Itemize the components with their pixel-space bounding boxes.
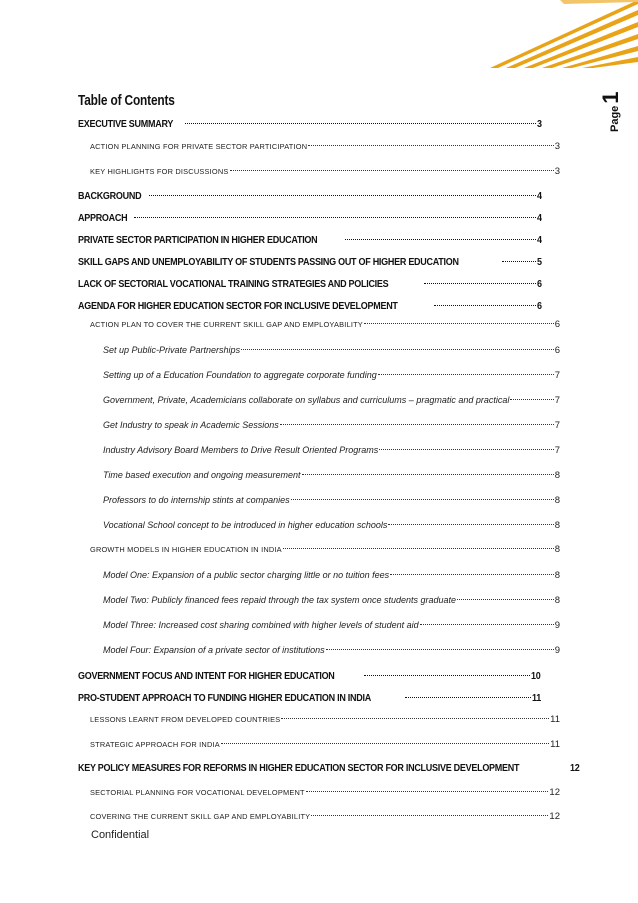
toc-entry-title: ACTION PLANNING FOR PRIVATE SECTOR PARTICIPATION (90, 142, 308, 151)
toc-entry-page-number: 7 (554, 395, 560, 406)
dot-leader (306, 791, 549, 792)
dot-leader (405, 697, 532, 698)
toc-entry-title: STRATEGIC APPROACH FOR INDIA (90, 740, 220, 749)
toc-entry-page-number: 6 (554, 345, 560, 356)
dot-leader (424, 283, 536, 284)
toc-entry-title: Model Three: Increased cost sharing combined with higher levels of student aid (103, 620, 419, 630)
toc-entry[interactable] (103, 368, 560, 382)
dot-leader (134, 217, 536, 218)
toc-entry-page-number: 11 (550, 739, 560, 750)
toc-entry[interactable] (103, 493, 560, 507)
dot-leader (390, 574, 554, 575)
toc-entry[interactable] (78, 190, 542, 204)
toc-entry-title: COVERING THE CURRENT SKILL GAP AND EMPLOYABILITY (90, 812, 311, 821)
toc-entry-title: Set up Public-Private Partnerships (103, 345, 241, 355)
dot-leader (283, 548, 554, 549)
confidential-footer: Confidential (91, 829, 150, 841)
toc-entry-title: Model One: Expansion of a public sector charging little or no tuition fees (103, 570, 390, 580)
dot-leader (326, 649, 554, 650)
toc-entry-page-number: 6 (554, 319, 560, 330)
toc-entry[interactable] (78, 692, 542, 706)
toc-entry-page-number: 6 (536, 301, 542, 312)
toc-entry[interactable] (103, 468, 560, 482)
toc-entry-title: LACK OF SECTORIAL VOCATIONAL TRAINING STRATEGIES AND POLICIES (78, 279, 389, 290)
toc-entry[interactable] (103, 518, 560, 532)
page-number-label (598, 86, 622, 132)
toc-entry-title: Professors to do internship stints at companies (103, 495, 290, 505)
toc-entry-title: APPROACH (78, 213, 128, 224)
dot-leader (510, 399, 553, 400)
toc-entry[interactable] (90, 543, 560, 557)
toc-entry-page-number: 11 (532, 693, 542, 704)
dot-leader (280, 424, 554, 425)
toc-entry-page-number: 7 (554, 420, 560, 431)
dot-leader (420, 624, 554, 625)
toc-entry[interactable] (103, 593, 560, 607)
toc-entry[interactable] (78, 212, 542, 226)
dot-leader (502, 261, 536, 262)
toc-entry[interactable] (78, 762, 580, 776)
toc-entry-page-number: 6 (536, 279, 542, 290)
dot-leader (311, 815, 548, 816)
dot-leader (457, 599, 554, 600)
dot-leader (434, 305, 536, 306)
toc-entry[interactable] (78, 234, 542, 248)
toc-entry-page-number: 12 (549, 787, 560, 798)
toc-entry[interactable] (90, 165, 560, 179)
dot-leader (241, 349, 554, 350)
toc-entry-page-number: 3 (554, 141, 560, 152)
dot-leader (291, 499, 554, 500)
page-number: 1 (598, 91, 623, 104)
toc-entry-page-number: 8 (554, 570, 560, 581)
dot-leader (185, 123, 536, 124)
page-word: Page (609, 105, 621, 132)
toc-entry[interactable] (90, 810, 560, 824)
toc-entry[interactable] (78, 670, 542, 684)
toc-entry[interactable] (78, 278, 542, 292)
toc-entry-page-number: 9 (554, 645, 560, 656)
toc-entry-title: ACTION PLAN TO COVER THE CURRENT SKILL GAP AND EMPLOYABILITY (90, 320, 363, 329)
toc-entry-title: Model Two: Publicly financed fees repaid through the tax system once students graduate (103, 595, 457, 605)
toc-entry-page-number: 3 (554, 166, 560, 177)
dot-leader (281, 718, 549, 719)
toc-entry-title: Model Four: Expansion of a private sector of institutions (103, 645, 325, 655)
toc-entry-title: EXECUTIVE SUMMARY (78, 119, 174, 130)
toc-entry-title: GOVERNMENT FOCUS AND INTENT FOR HIGHER EDUCATION (78, 671, 335, 682)
toc-entry-title: Industry Advisory Board Members to Drive Result Oriented Programs (103, 445, 379, 455)
toc-entry-page-number: 12 (549, 811, 560, 822)
toc-entry-page-number: 5 (536, 257, 542, 268)
toc-entry-page-number: 8 (554, 495, 560, 506)
toc-entry-title: PRO-STUDENT APPROACH TO FUNDING HIGHER EDUCATION IN INDIA (78, 693, 371, 704)
toc-entry-title: Government, Private, Academicians collaborate on syllabus and curriculums – pragmatic and practical (103, 395, 510, 405)
toc-entry[interactable] (103, 393, 560, 407)
toc-entry[interactable] (90, 738, 560, 752)
toc-entry[interactable] (103, 443, 560, 457)
dot-leader (221, 743, 549, 744)
toc-entry[interactable] (103, 343, 560, 357)
toc-entry-title: Time based execution and ongoing measurement (103, 470, 301, 480)
dot-leader (230, 170, 554, 171)
toc-entry[interactable] (103, 643, 560, 657)
publisher-logo-icon (470, 0, 638, 68)
dot-leader (345, 239, 536, 240)
dot-leader (379, 449, 553, 450)
toc-entry-page-number: 8 (554, 544, 560, 555)
dot-leader (149, 195, 535, 196)
toc-entry-title: KEY POLICY MEASURES FOR REFORMS IN HIGHER EDUCATION SECTOR FOR INCLUSIVE DEVELOPMENT (78, 763, 520, 774)
toc-entry[interactable] (90, 786, 560, 800)
toc-entry-title: SKILL GAPS AND UNEMPLOYABILITY OF STUDENTS PASSING OUT OF HIGHER EDUCATION (78, 257, 459, 268)
toc-entry-title: SECTORIAL PLANNING FOR VOCATIONAL DEVELOPMENT (90, 788, 305, 797)
dot-leader (364, 675, 530, 676)
toc-entry-title: GROWTH MODELS IN HIGHER EDUCATION IN INDIA (90, 545, 282, 554)
dot-leader (388, 524, 553, 525)
toc-entry-page-number: 4 (536, 191, 542, 202)
toc-entry-page-number: 11 (550, 714, 560, 725)
dot-leader (378, 374, 554, 375)
toc-entry[interactable] (90, 140, 560, 154)
toc-entry-title: Setting up of a Education Foundation to aggregate corporate funding (103, 370, 377, 380)
toc-entry[interactable] (78, 256, 542, 270)
toc-entry-page-number: 3 (536, 119, 542, 130)
toc-entry-title: AGENDA FOR HIGHER EDUCATION SECTOR FOR INCLUSIVE DEVELOPMENT (78, 301, 398, 312)
toc-entry[interactable] (78, 118, 542, 132)
toc-entry[interactable] (103, 568, 560, 582)
dot-leader (308, 145, 553, 146)
toc-entry-page-number: 4 (536, 213, 542, 224)
toc-entry-page-number: 8 (554, 595, 560, 606)
toc-entry-page-number: 9 (554, 620, 560, 631)
toc-entry-page-number: 12 (570, 763, 580, 774)
toc-entry[interactable] (90, 318, 560, 332)
toc-entry-title: LESSONS LEARNT FROM DEVELOPED COUNTRIES (90, 715, 281, 724)
toc-entry-title: BACKGROUND (78, 191, 142, 202)
page-title: Table of Contents (78, 93, 175, 109)
dot-leader (302, 474, 554, 475)
toc-entry-page-number: 7 (554, 370, 560, 381)
toc-entry-title: Vocational School concept to be introduced in higher education schools (103, 520, 388, 530)
toc-entry[interactable] (103, 418, 560, 432)
toc-entry-title: Get Industry to speak in Academic Sessions (103, 420, 279, 430)
toc-entry-page-number: 7 (554, 445, 560, 456)
toc-entry-title: KEY HIGHLIGHTS FOR DISCUSSIONS (90, 167, 229, 176)
dot-leader (364, 323, 554, 324)
toc-entry[interactable] (90, 713, 560, 727)
toc-entry-page-number: 8 (554, 520, 560, 531)
toc-entry-title: PRIVATE SECTOR PARTICIPATION IN HIGHER EDUCATION (78, 235, 318, 246)
toc-entry-page-number: 8 (554, 470, 560, 481)
toc-entry-page-number: 4 (536, 235, 542, 246)
toc-entry[interactable] (103, 618, 560, 632)
toc-entry[interactable] (78, 300, 542, 314)
toc-entry-page-number: 10 (531, 671, 541, 682)
